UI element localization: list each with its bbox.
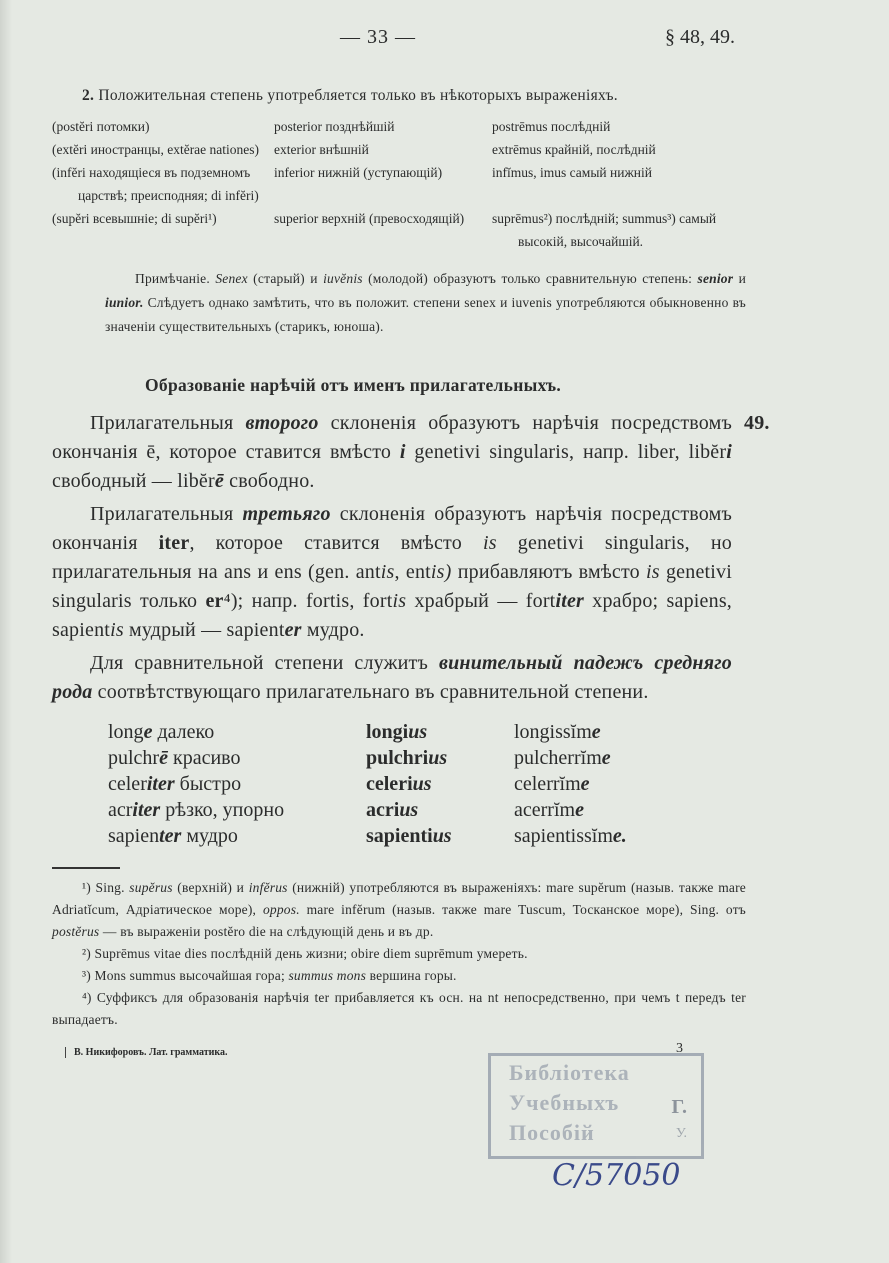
adverb-comparative (366, 745, 514, 771)
text-run: er (284, 619, 302, 641)
adverb-superlative (514, 797, 584, 823)
text-run: sapienti (366, 825, 433, 847)
text-run: храбро; sapiens, sapient (52, 590, 733, 641)
text-run: Для сравнительной степени служитъ (90, 652, 439, 674)
positive-cell: (postĕri потомки) (52, 119, 150, 134)
text-run: и (733, 271, 747, 286)
handwritten-shelfmark: С/57050 (552, 1158, 681, 1193)
text-run: is (392, 590, 407, 612)
text-run: us (399, 799, 419, 821)
text-run: , ent (394, 561, 431, 583)
text-run: senior (697, 271, 734, 286)
text-run: быстро (174, 773, 242, 795)
text-run: us (432, 825, 452, 847)
page-edge-shadow (0, 0, 12, 1263)
text-run: summus mons (288, 968, 367, 983)
text-run: рѣзко, упорно (160, 799, 285, 821)
text-run: celer (108, 773, 147, 795)
text-run: genetivi singularis только (52, 561, 732, 612)
comparison-row (108, 823, 746, 849)
text-run: is (646, 561, 660, 583)
text-run: i (726, 441, 732, 463)
text-run: ⁴) Суффиксъ для образованія нарѣчія ter прибавляется къ осн. на nt непосредственно, при чемъ t передъ ter выпадаетъ. (52, 990, 746, 1027)
adverb-superlative (514, 719, 601, 745)
comparative-cell: exterior внѣшній (274, 142, 369, 157)
page-footer (52, 1041, 746, 1201)
text-run: далеко (152, 721, 215, 743)
section-reference: § 48, 49. (665, 26, 735, 48)
text-run: ²) Suprēmus vitae dies послѣдній день жизни; obire diem suprēmum умереть. (82, 946, 528, 961)
text-run: iter (132, 799, 161, 821)
text-run: er (205, 590, 224, 612)
positive-cell: (extĕri иностранцы, extĕrae nationes) (52, 142, 260, 157)
text-run: us (428, 747, 448, 769)
text-run: celeri (366, 773, 413, 795)
paragraph-second-declension (52, 409, 770, 496)
comparative-cell: inferior нижній (уступающій) (274, 165, 443, 180)
adverb-comparative (366, 771, 514, 797)
text-run: третьяго (242, 503, 331, 525)
text-run: винительный падежъ средняго рода (52, 652, 733, 703)
comparison-table (108, 719, 746, 849)
text-run: genetivi singularis, но прилагательныя на ans и ens (gen. ant (52, 532, 732, 583)
positive-cell: (infĕri находящіеся въ подземномъ царствѣ; преисподняя; di infĕri) (52, 165, 259, 203)
text-run: longi (366, 721, 409, 743)
superlative-cell: suprēmus²) послѣдній; summus³) самый высокій, высочайшій. (492, 211, 717, 249)
footnote-2 (52, 943, 746, 965)
text-run: is (110, 619, 124, 641)
text-run: свободный — libĕr (52, 470, 215, 492)
text-run: sapientissĭm (514, 825, 613, 847)
text-run: pulcherrĭm (514, 747, 602, 769)
stamp-line: Пособій (509, 1120, 595, 1145)
stamp-line: Библіотека (509, 1060, 630, 1085)
text-run: ⁴); напр. fortis, fort (223, 590, 393, 612)
adverb-positive (108, 745, 366, 771)
text-run: oppos. (262, 902, 300, 917)
text-run: (молодой) образуютъ только сравнительную степень: (362, 271, 698, 286)
section-number: 49. (744, 412, 770, 434)
adverb-positive (108, 771, 366, 797)
text-run: iter (555, 590, 585, 612)
text-run: iunior. (105, 295, 144, 310)
adverb-positive (108, 823, 366, 849)
text-run: вершина горы. (366, 968, 457, 983)
paragraph-comparative (52, 649, 732, 707)
paragraph-third-declension (52, 500, 732, 645)
text-run: склоненія образуютъ нарѣчія посредствомъ окончанія (52, 503, 732, 554)
text-run: is (380, 561, 395, 583)
adverb-comparative (366, 719, 514, 745)
text-run: e. (612, 825, 627, 847)
text-run: склоненія образуютъ нарѣчія посредствомъ окончанія ē, которое ставится вмѣсто (52, 412, 732, 463)
stamp-line: Учебныхъ (509, 1090, 620, 1115)
text-run: красиво (167, 747, 241, 769)
text-run: sapien (108, 825, 160, 847)
text-run: pulchri (366, 747, 429, 769)
adverb-superlative (514, 823, 627, 849)
text-run: genetivi singularis, напр. liber, libĕr (405, 441, 727, 463)
text-run: i (399, 441, 406, 463)
signature-number: 3 (676, 1041, 683, 1056)
text-run: Слѣдуетъ однако замѣтить, что въ положит. степени senex и iuvenis употребляются обыкновенно въ значеніи существительныхъ (старикъ, юноша). (105, 295, 746, 334)
text-run: Senex (215, 271, 248, 286)
adverb-positive (108, 719, 366, 745)
degree-table-row (52, 207, 746, 253)
comparison-row (108, 771, 746, 797)
text-run: прибавляютъ вмѣсто (451, 561, 647, 583)
degree-table-row (52, 115, 746, 138)
comparative-cell: posterior позднѣйшій (274, 119, 395, 134)
text-run: , которое ставится вмѣсто (189, 532, 483, 554)
text-run: e (575, 799, 584, 821)
text-run: (верхній) и (172, 880, 249, 895)
text-run: Примѣчаніе. (135, 271, 216, 286)
stamp-letter: Г. (671, 1096, 687, 1118)
text-run: 2. (82, 87, 99, 104)
text-run: — въ выраженіи postĕro die на слѣдующій день и въ др. (99, 924, 434, 939)
text-run: iter (146, 773, 175, 795)
page-header (52, 26, 746, 54)
text-run: long (108, 721, 144, 743)
text-run: мудро. (301, 619, 365, 641)
footnote-4 (52, 987, 746, 1031)
text-run: e (580, 773, 590, 795)
text-run: e (591, 721, 601, 743)
positive-cell: (supĕri всевышніе; di supĕri¹) (52, 211, 217, 226)
text-run: celerrĭm (514, 773, 581, 795)
text-run: postĕrus (52, 924, 100, 939)
degree-table-row (52, 138, 746, 161)
text-run: храбрый — fort (406, 590, 556, 612)
page-column (52, 0, 770, 1221)
text-run: соотвѣтствующаго прилагательнаго въ сравнительной степени. (92, 681, 649, 703)
text-run: longissĭm (514, 721, 592, 743)
comparative-cell: superior верхній (превосходящій) (274, 211, 465, 226)
footnote-1 (52, 877, 746, 943)
superlative-cell: infĭmus, imus самый нижній (492, 165, 652, 180)
remark-note (105, 267, 746, 339)
text-run: ¹) Sing. (82, 880, 130, 895)
text-run: Положительная степень употребляется только въ нѣкоторыхъ выраженіяхъ. (98, 87, 618, 104)
adverb-comparative (366, 823, 514, 849)
text-run: us (412, 773, 432, 795)
footnote-3 (52, 965, 746, 987)
text-run: infĕrus (248, 880, 288, 895)
text-run: ē (214, 470, 224, 492)
text-run: mare infĕrum (назыв. также mare Tuscum, Тосканское море), Sing. отъ (299, 902, 746, 917)
adverb-superlative (514, 771, 590, 797)
text-run: Прилагательныя (90, 503, 243, 525)
text-run: ter (159, 825, 182, 847)
text-run: pulchr (108, 747, 160, 769)
text-run: второго (245, 412, 319, 434)
stamp-letter: У. (675, 1126, 687, 1141)
adverb-comparative (366, 797, 514, 823)
text-run: Прилагательныя (90, 412, 246, 434)
paragraph-positive-degree (52, 84, 746, 107)
text-run: supĕrus (129, 880, 173, 895)
comparison-row (108, 719, 746, 745)
adverb-positive (108, 797, 366, 823)
section-heading: Образованіе нарѣчій отъ именъ прилагательныхъ. (145, 375, 562, 395)
text-run: is) (430, 561, 452, 583)
degree-table-row (52, 161, 746, 207)
text-run: e (143, 721, 153, 743)
superlative-cell: extrēmus крайній, послѣдній (492, 142, 656, 157)
imprint-line: В. Никифоровъ. Лат. грамматика. (65, 1047, 227, 1058)
text-run: (нижній) употребляются въ выраженіяхъ: mare supĕrum (назыв. также mare Adriatĭcum, Адріатическое море), (52, 880, 746, 917)
comparison-row (108, 745, 746, 771)
text-run: iuvĕnis (323, 271, 363, 286)
text-run: ē (159, 747, 168, 769)
text-run: iter (158, 532, 190, 554)
text-run: мудрый — sapient (123, 619, 285, 641)
comparison-row (108, 797, 746, 823)
text-run: ³) Mons summus высочайшая гора; (82, 968, 289, 983)
library-stamp (488, 1053, 704, 1159)
text-run: мудро (181, 825, 238, 847)
footnote-divider (52, 867, 120, 869)
degree-table (52, 115, 746, 253)
text-run: (старый) и (247, 271, 324, 286)
superlative-cell: postrēmus послѣдній (492, 119, 611, 134)
text-run: acri (366, 799, 400, 821)
text-run: us (408, 721, 428, 743)
text-run: e (601, 747, 611, 769)
page-number: — 33 — (340, 26, 416, 48)
text-run: acr (108, 799, 133, 821)
text-run: is (483, 532, 497, 554)
text-run: acerrĭm (514, 799, 576, 821)
text-run: свободно. (223, 470, 315, 492)
adverb-superlative (514, 745, 611, 771)
